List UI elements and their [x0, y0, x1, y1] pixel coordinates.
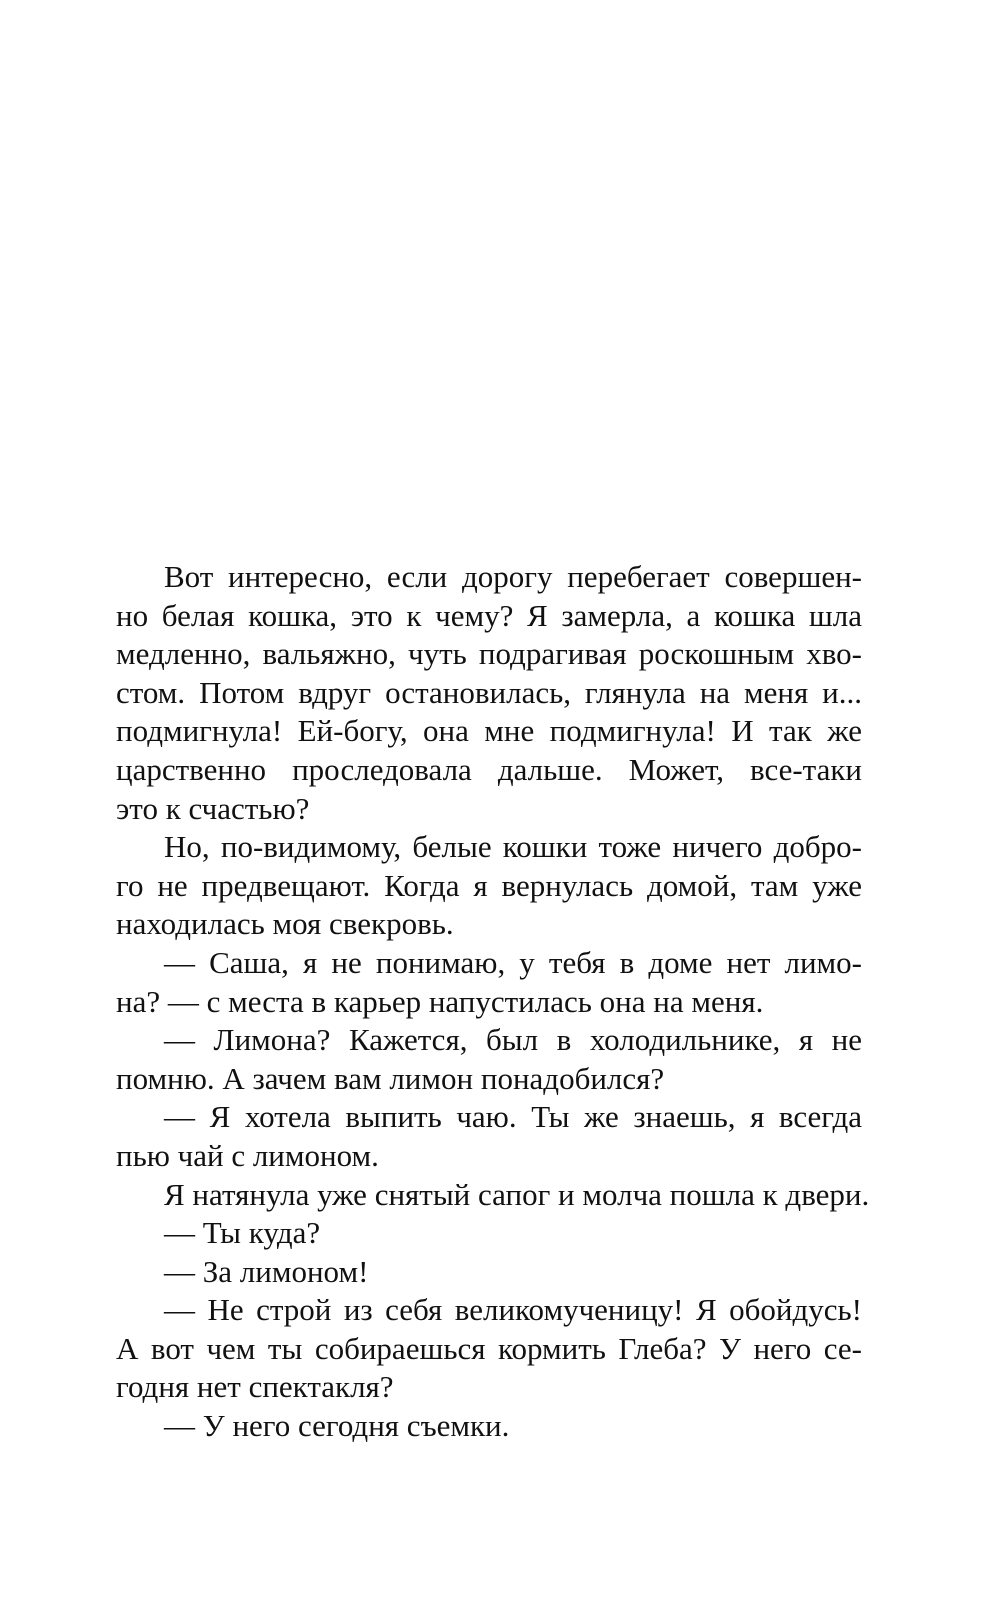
text-line: на? — с места в карьер напустилась она на меня. [116, 983, 764, 1019]
text-line: подмигнула! Ей-богу, она мне подмигнула! И так же [116, 713, 862, 749]
text-line: Я натянула уже снятый сапог и молча пошла к двери. [164, 1176, 870, 1212]
text-line: — У него сегодня съемки. [164, 1408, 510, 1444]
text-line: — Саша, я не понимаю, у тебя в доме нет лимо- [164, 944, 862, 980]
text-line: — Лимона? Кажется, был в холодильнике, я не [164, 1022, 862, 1058]
text-line: Вот интересно, если дорогу перебегает совершен- [164, 559, 862, 594]
text-line: го не предвещают. Когда я вернулась домой, там уже [116, 867, 862, 903]
body-text [116, 558, 870, 1446]
text-line: царственно проследовала дальше. Может, все-таки [116, 751, 862, 787]
text-line: пью чай с лимоном. [116, 1137, 379, 1173]
text-line: годня нет спектакля? [116, 1369, 394, 1405]
text-line: помню. А зачем вам лимон понадобился? [116, 1060, 665, 1096]
text-line: — За лимоном! [164, 1253, 369, 1289]
text-line: А вот чем ты собираешься кормить Глеба? У него се- [116, 1330, 862, 1366]
text-line: медленно, вальяжно, чуть подрагивая роскошным хво- [116, 636, 862, 672]
text-line: — Ты куда? [164, 1215, 321, 1251]
text-line: но белая кошка, это к чему? Я замерла, а кошка шла [116, 597, 862, 633]
text-line: — Я хотела выпить чаю. Ты же знаешь, я всегда [164, 1099, 862, 1135]
text-line: Но, по-видимому, белые кошки тоже ничего добро- [164, 829, 862, 865]
text-line: находилась моя свекровь. [116, 906, 454, 942]
text-line: — Не строй из себя великомученицу! Я обойдусь! [164, 1292, 862, 1328]
text-line: это к счастью? [116, 790, 310, 826]
text-line: стом. Потом вдруг остановилась, глянула на меня и... [116, 674, 862, 710]
